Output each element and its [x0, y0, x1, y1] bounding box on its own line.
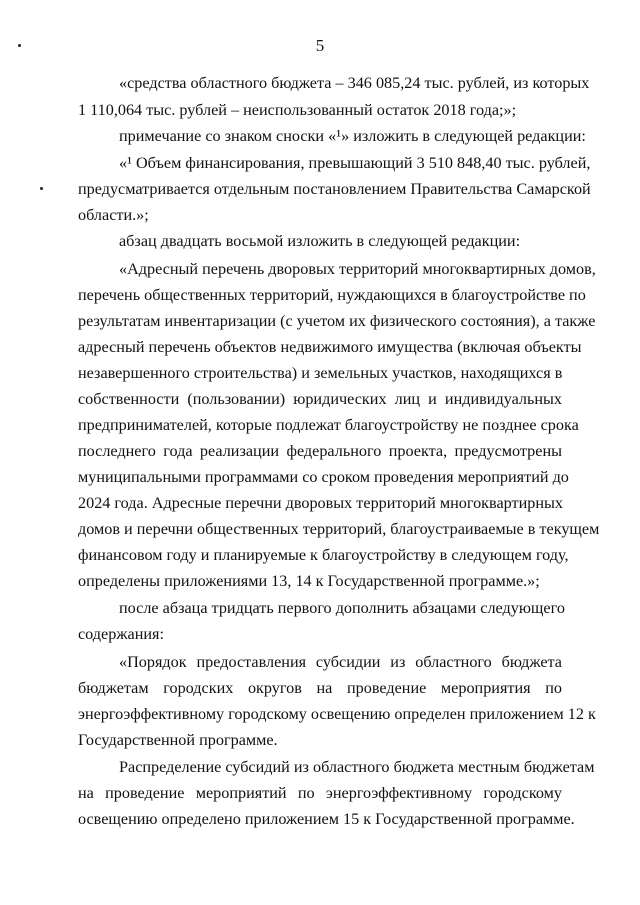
text-line: на проведение мероприятий по энергоэффективному городскому [78, 784, 562, 802]
text-line: финансовом году и планируемые к благоустройству в следующем году, [78, 546, 569, 564]
text-line: определены приложениями 13, 14 к Государственной программе.»; [78, 572, 540, 590]
text-line: собственности (пользовании) юридических лиц и индивидуальных [78, 390, 562, 408]
text-line: домов и перечни общественных территорий, благоустраиваемые в текущем [78, 520, 600, 538]
text-line: после абзаца тридцать первого дополнить абзацами следующего [119, 599, 565, 617]
text-line: последнего года реализации федерального проекта, предусмотрены [78, 442, 562, 460]
text-line: адресный перечень объектов недвижимого имущества (включая объекты [78, 338, 582, 356]
text-line: «¹ Объем финансирования, превышающий 3 510 848,40 тыс. рублей, [119, 154, 591, 172]
text-line: «средства областного бюджета – 346 085,24 тыс. рублей, из которых [119, 74, 590, 92]
text-line: энергоэффективному городскому освещению определен приложением 12 к [78, 705, 596, 723]
text-line: Распределение субсидий из областного бюджета местным бюджетам [119, 758, 595, 776]
text-line: 2024 года. Адресные перечни дворовых территорий многоквартирных [78, 494, 563, 512]
text-line: области.»; [78, 206, 149, 224]
text-line: абзац двадцать восьмой изложить в следующей редакции: [119, 232, 521, 250]
text-line: результатам инвентаризации (с учетом их физического состояния), а также [78, 312, 596, 330]
text-line: примечание со знаком сноски «¹» изложить в следующей редакции: [119, 127, 586, 145]
text-line: освещению определено приложением 15 к Государственной программе. [78, 810, 575, 828]
text-line: 1 110,064 тыс. рублей – неиспользованный остаток 2018 года;»; [78, 101, 517, 119]
text-line: «Адресный перечень дворовых территорий многоквартирных домов, [119, 260, 596, 278]
text-line: «Порядок предоставления субсидии из областного бюджета [119, 653, 562, 671]
page-number: 5 [315, 36, 325, 55]
text-line: бюджетам городских округов на проведение мероприятия по [78, 679, 562, 697]
text-line: перечень общественных территорий, нуждающихся в благоустройстве по [78, 286, 586, 304]
text-line: содержания: [78, 625, 164, 643]
text-line: незавершенного строительства) и земельных участков, находящихся в [78, 364, 563, 382]
text-line: предпринимателей, которые подлежат благоустройству не позднее срока [78, 416, 579, 434]
text-line: Государственной программе. [78, 731, 278, 749]
scan-speck [40, 187, 43, 190]
text-line: муниципальными программами со сроком проведения мероприятий до [78, 468, 569, 486]
text-line: предусматривается отдельным постановлением Правительства Самарской [78, 180, 591, 198]
scan-speck [18, 44, 21, 47]
